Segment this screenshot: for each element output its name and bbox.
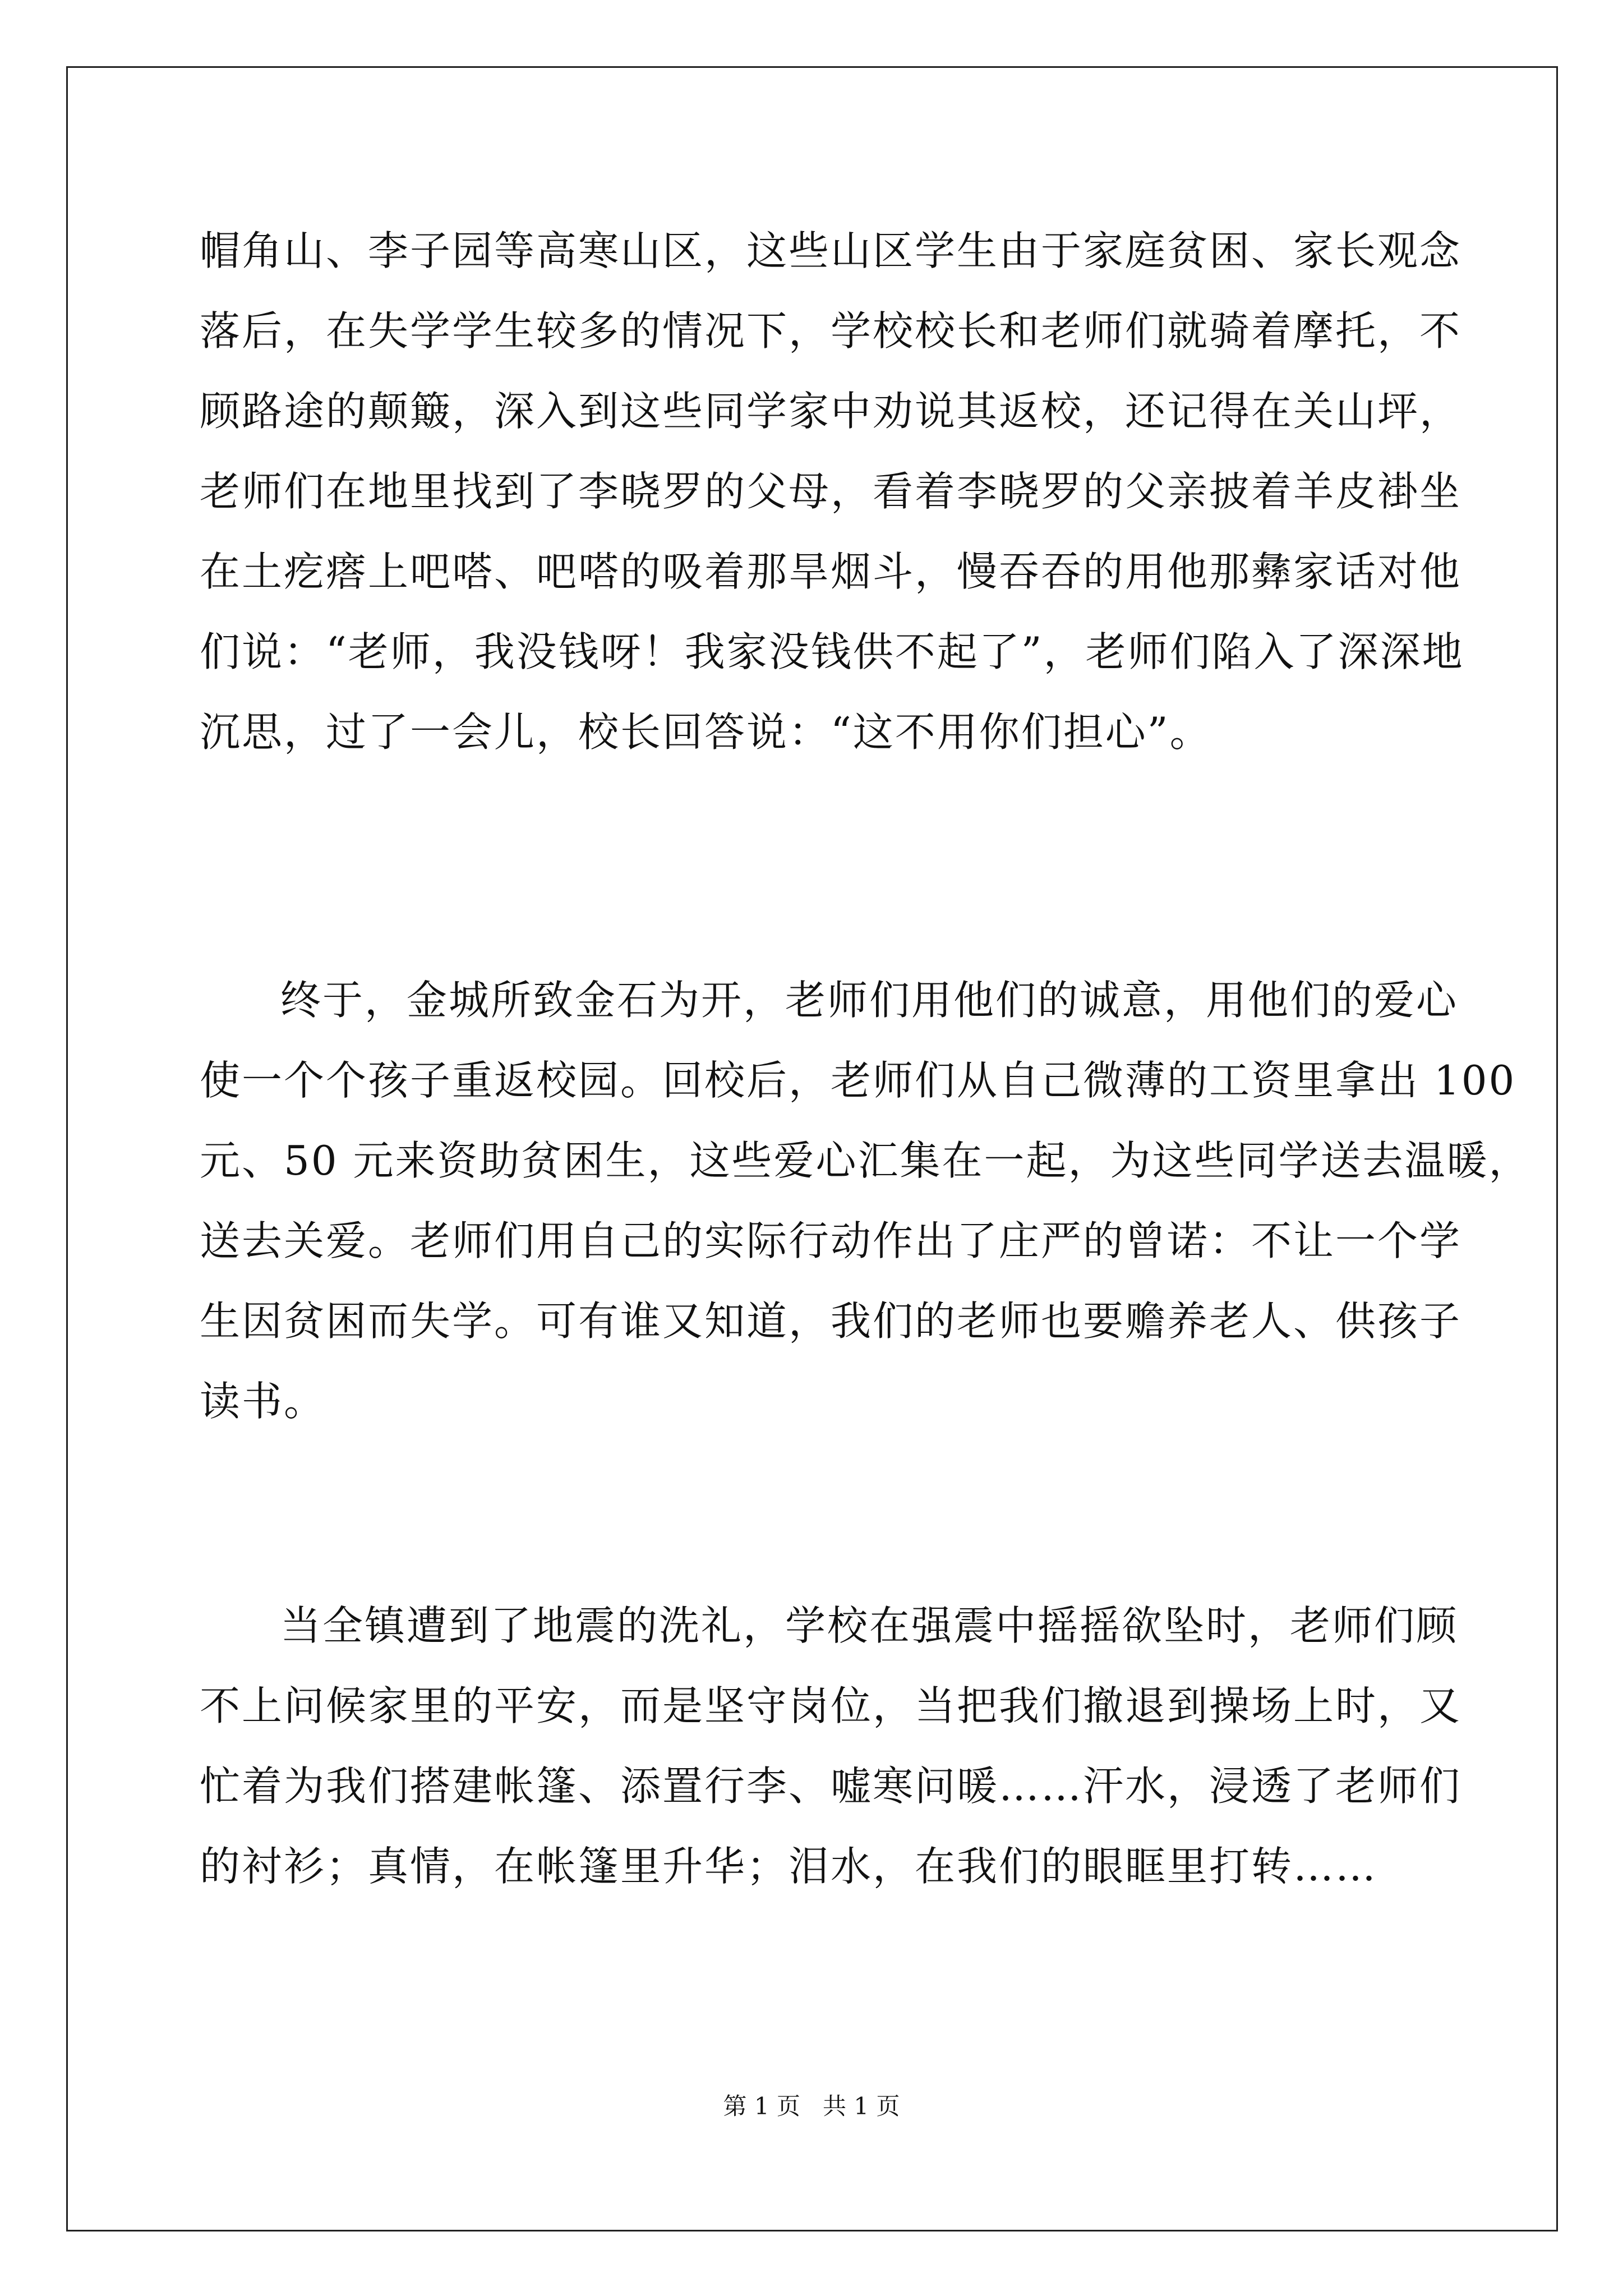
paragraph-3-line-3: 忙着为我们搭建帐篷、添置行李、嘘寒问暖……汗水，浸透了老师们 xyxy=(200,1763,1462,1810)
paragraph-1-line-4: 老师们在地里找到了李晓罗的父母，看着李晓罗的父亲披着羊皮褂坐 xyxy=(200,468,1462,515)
paragraph-2-line-6: 读书。 xyxy=(200,1378,326,1425)
paragraph-3-line-4: 的衬衫；真情，在帐篷里升华；泪水，在我们的眼眶里打转…… xyxy=(200,1843,1378,1890)
paragraph-3-line-1: 当全镇遭到了地震的洗礼，学校在强震中摇摇欲坠时，老师们顾 xyxy=(280,1602,1459,1649)
paragraph-2-line-1: 终于，金城所致金石为开，老师们用他们的诚意，用他们的爱心 xyxy=(280,977,1459,1024)
paragraph-1-line-1: 帽角山、李子园等高寒山区，这些山区学生由于家庭贫困、家长观念 xyxy=(200,227,1462,274)
paragraph-1-line-6: 们说：“老师，我没钱呀！我家没钱供不起了”，老师们陷入了深深地 xyxy=(200,628,1464,675)
paragraph-1-line-3: 顾路途的颠簸，深入到这些同学家中劝说其返校，还记得在关山坪， xyxy=(200,388,1462,435)
paragraph-1-line-5: 在土疙瘩上吧嗒、吧嗒的吸着那旱烟斗，慢吞吞的用他那彝家话对他 xyxy=(200,548,1462,595)
paragraph-2-line-2: 使一个个孩子重返校园。回校后，老师们从自己微薄的工资里拿出 100 xyxy=(200,1057,1516,1104)
paragraph-2-line-3: 元、50 元来资助贫困生，这些爱心汇集在一起，为这些同学送去温暖， xyxy=(200,1137,1531,1184)
paragraph-3-line-2: 不上问候家里的平安，而是坚守岗位，当把我们撤退到操场上时，又 xyxy=(200,1682,1462,1729)
page-number-footer: 第 1 页 共 1 页 xyxy=(723,2092,900,2120)
paragraph-2-line-4: 送去关爱。老师们用自己的实际行动作出了庄严的曾诺：不让一个学 xyxy=(200,1217,1462,1264)
paragraph-1-line-7: 沉思，过了一会儿，校长回答说：“这不用你们担心”。 xyxy=(200,708,1212,756)
paragraph-2-line-5: 生因贫困而失学。可有谁又知道，我们的老师也要赡养老人、供孩子 xyxy=(200,1297,1462,1345)
paragraph-1-line-2: 落后，在失学学生较多的情况下，学校校长和老师们就骑着摩托，不 xyxy=(200,307,1462,355)
